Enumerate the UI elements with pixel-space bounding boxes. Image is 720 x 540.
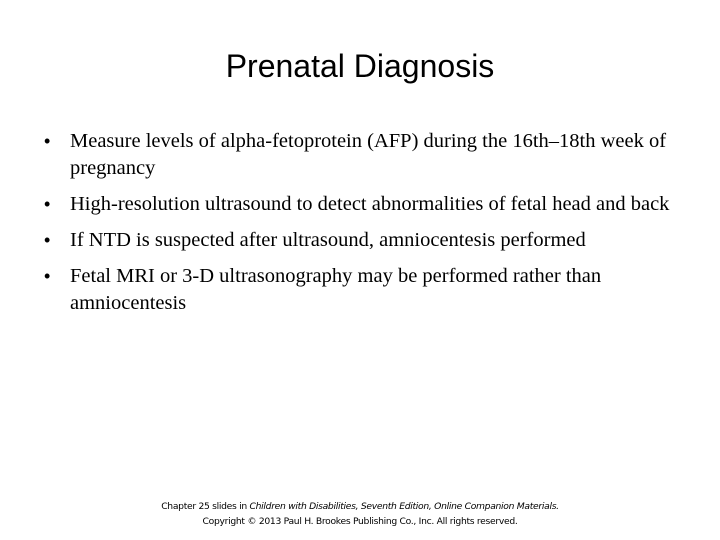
slide-title: Prenatal Diagnosis [225, 48, 495, 84]
bullet-marker: • [44, 194, 51, 214]
bullet-marker: • [44, 266, 51, 286]
bullet-item [40, 263, 690, 317]
footer-chapter-prefix: Chapter 25 slides in [161, 501, 250, 512]
bullet-item [40, 227, 690, 254]
footer-book-title: Children with Disabilities, Seventh Edition, Online Companion Materials. [249, 501, 559, 512]
bullet-text: Fetal MRI or 3-D ultrasonography may be performed rather than amniocentesis [70, 265, 602, 314]
bullet-text: High-resolution ultrasound to detect abnormalities of fetal head and back [70, 193, 670, 215]
bullet-marker: • [44, 131, 51, 151]
bullet-list [40, 128, 690, 326]
slide-footer [0, 499, 720, 529]
bullet-text: Measure levels of alpha-fetoprotein (AFP) during the 16th–18th week of pregnancy [70, 130, 667, 179]
bullet-text: If NTD is suspected after ultrasound, amniocentesis performed [70, 229, 586, 251]
bullet-item [40, 128, 690, 182]
footer-line-1 [0, 499, 720, 514]
footer-copyright: Copyright © 2013 Paul H. Brookes Publishing Co., Inc. All rights reserved. [202, 516, 518, 527]
bullet-marker: • [44, 230, 51, 250]
bullet-item [40, 191, 690, 218]
